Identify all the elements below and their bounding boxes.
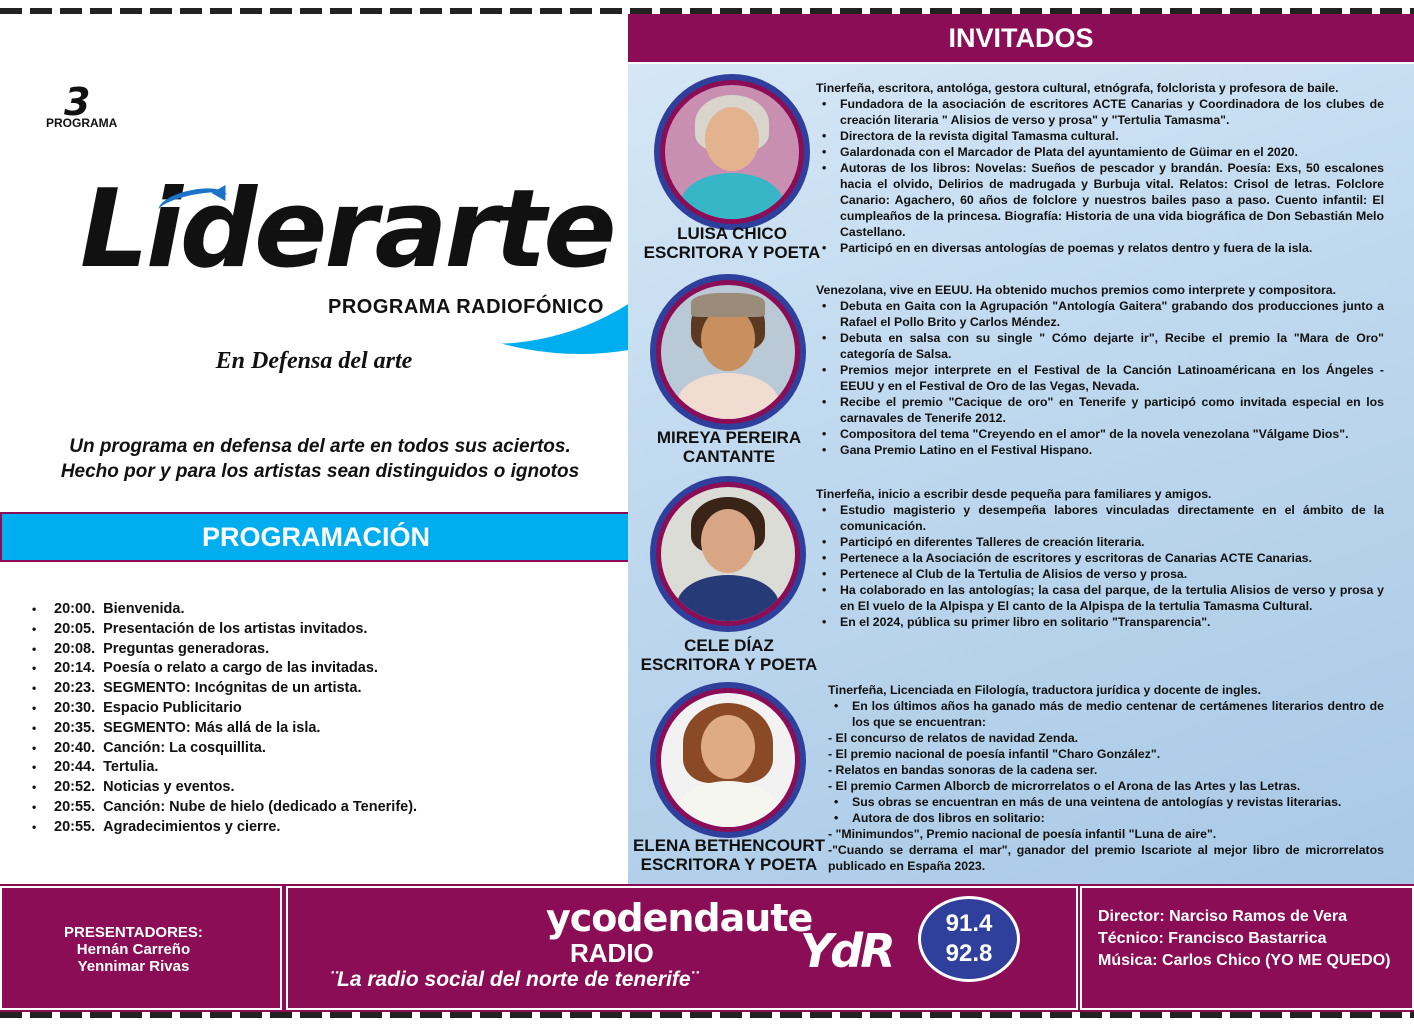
- presenter-name: Yennimar Rivas: [77, 958, 190, 975]
- schedule-title: PROGRAMACIÓN: [202, 521, 430, 552]
- guest-photo-luisa: [654, 74, 810, 230]
- schedule-text: Agradecimientos y cierre.: [103, 818, 281, 835]
- program-number: 3: [64, 80, 91, 124]
- bio-bullet: • Gana Premio Latino en el Festival Hispano.: [816, 442, 1384, 458]
- bio-dash-item: -"Cuando se derrama el mar", ganador del premio Iscariote al mejor libro de microrrelatos publicado en España 2023.: [828, 843, 1384, 873]
- schedule-time: 20:30.: [54, 699, 96, 716]
- bio-bullet: • Galardonada con el Marcador de Plata del ayuntamiento de Güimar en el 2020.: [816, 144, 1384, 160]
- schedule-item: • 20:23. SEGMENTO: Incógnitas de un artista.: [32, 679, 417, 699]
- guest-bio-cele: Tinerfeña, inicio a escribir desde pequeña para familiares y amigos. • Estudio magisterio y desempeña labores vinculadas directamente en el ámbito de la comunicación. • Participó en diferentes Talleres de creación literaria. • Pertenece a la Asociación de escritores y escritoras de Canarias ACTE Canarias. • Pertenece al Club de la Tertulia de Alisios de verso y prosa. • Ha colaborado en las antologías; la casa del parque, de la tertulia Alisios de verso y prosa y en El vuelo de la Alpispa y El canto de la Alpispa de la tertulia Tamasma Cultural. • En el 2024, pública su primer libro en solitario "Transparencia".: [816, 486, 1384, 630]
- schedule-item: • 20:55. Agradecimientos y cierre.: [32, 818, 417, 838]
- schedule-item: • 20:30. Espacio Publicitario: [32, 699, 417, 719]
- schedule-text: SEGMENTO: Más allá de la isla.: [103, 719, 321, 736]
- liderarte-logo: Liderarte: [80, 167, 614, 292]
- schedule-time: 20:08.: [54, 640, 96, 657]
- bio-bullet: • Estudio magisterio y desempeña labores vinculadas directamente en el ámbito de la comunicación.: [816, 502, 1384, 534]
- presenters: [64, 924, 203, 975]
- schedule-time: 20:55.: [54, 818, 96, 835]
- guest-bio-elena: Tinerfeña, Licenciada en Filología, traductora jurídica y docente de ingles. • En los últimos años ha ganado más de medio centenar de certámenes literarios dentro de los que se encuentran: - El concurso de relatos de navidad Zenda. - El premio nacional de poesía infantil "Charo González". - Relatos en bandas sonoras de la cadena ser. - El premio Carmen Alborcb de microrrelatos o el Arona de las Artes y las Letras. • Sus obras se encuentran en más de una veintena de antologías y revistas literarias. • Autora de dos libros en solitario: - "Minimundos", Premio nacional de poesía infantil "Luna de aire". -"Cuando se derrama el mar", ganador del premio Iscariote al mejor libro de microrrelatos publicado en España 2023.: [828, 682, 1384, 874]
- ydr-logo: YdR: [800, 924, 893, 978]
- bio-bullet: • Debuta en salsa con su single " Cómo dejarte ir", Recibe el premio la "Mara de Oro" categoría de Salsa.: [816, 330, 1384, 362]
- credits: [1098, 906, 1390, 972]
- presenters-box: [0, 886, 282, 1010]
- schedule-text: Espacio Publicitario: [103, 699, 242, 716]
- station-name: ycodendaute: [546, 896, 813, 940]
- guest-name-elena: ELENA BETHENCOURT ESCRITORA Y POETA: [632, 836, 826, 874]
- frequency-1: 91.4: [945, 910, 993, 937]
- frequency-2: 92.8: [945, 940, 993, 967]
- guest-photo-elena: [650, 682, 806, 838]
- bio-bullet: • Participó en en diversas antologías de poemas y relatos dentro y fuera de la isla.: [816, 240, 1384, 256]
- schedule-text: SEGMENTO: Incógnitas de un artista.: [103, 680, 362, 697]
- schedule-item: • 20:44. Tertulia.: [32, 758, 417, 778]
- schedule-item: • 20:40. Canción: La cosquillita.: [32, 739, 417, 759]
- station-slogan: ¨La radio social del norte de tenerife¨: [330, 968, 698, 991]
- schedule-time: 20:44.: [54, 759, 96, 776]
- bio-bullet: • Premios mejor interprete en el Festival de la Canción Latinoaméricana en los Ángeles - EEUU y en el Festival de Oro de las Vegas, Nevada.: [816, 362, 1384, 394]
- credit-technician: Técnico: Francisco Bastarrica: [1098, 930, 1327, 947]
- bio-bullet: • Compositora del tema "Creyendo en el amor" de la novela venezolana "Válgame Dios".: [816, 426, 1384, 442]
- schedule-item: • 20:52. Noticias y eventos.: [32, 778, 417, 798]
- schedule-item: • 20:08. Preguntas generadoras.: [32, 640, 417, 660]
- description-line: Hecho por y para los artistas sean distinguidos o ignotos: [60, 461, 580, 482]
- bio-bullet: • Debuta en Gaita con la Agrupación "Antología Gaitera" grabando dos producciones junto a Rafael el Pollo Brito y Carlos Méndez.: [816, 298, 1384, 330]
- bio-dash-item: - Relatos en bandas sonoras de la cadena ser.: [828, 763, 1098, 777]
- schedule-text: Noticias y eventos.: [103, 779, 235, 796]
- left-panel: [0, 14, 628, 884]
- bio-bullet: • Recibe el premio "Cacique de oro" en Tenerife y participó como invitada especial en los carnavales de Tenerife 2012.: [816, 394, 1384, 426]
- bio-dash-item: - "Minimundos", Premio nacional de poesía infantil "Luna de aire".: [828, 827, 1217, 841]
- guests-banner: [628, 14, 1414, 64]
- bio-bullet: • Fundadora de la asociación de escritores ACTE Canarias y Coordinadora de los clubes de creación literaria " Alisios de verso y prosa" y "Tertulia Tamasma".: [816, 96, 1384, 128]
- schedule-text: Canción: La cosquillita.: [103, 739, 266, 756]
- schedule-text: Poesía o relato a cargo de las invitadas.: [103, 660, 378, 677]
- schedule-list: [32, 600, 417, 838]
- schedule-time: 20:35.: [54, 719, 96, 736]
- guest-name-mireya: MIREYA PEREIRA CANTANTE: [656, 428, 802, 466]
- schedule-time: 20:52.: [54, 779, 96, 796]
- schedule-text: Bienvenida.: [103, 601, 185, 617]
- bio-bullet: • Pertenece a la Asociación de escritores y escritoras de Canarias ACTE Canarias.: [816, 550, 1384, 566]
- program-label: PROGRAMA: [46, 116, 118, 130]
- schedule-text: Presentación de los artistas invitados.: [103, 620, 368, 637]
- bio-bullet: • En los últimos años ha ganado más de medio centenar de certámenes literarios dentro de los que se encuentran:: [828, 698, 1384, 730]
- credit-music: Música: Carlos Chico (YO ME QUEDO): [1098, 952, 1391, 969]
- guest-photo-mireya: [650, 274, 806, 430]
- bio-bullet: • Participó en diferentes Talleres de creación literaria.: [816, 534, 1384, 550]
- schedule-time: 20:00.: [54, 601, 96, 617]
- schedule-banner: [0, 512, 628, 562]
- schedule-text: Preguntas generadoras.: [103, 640, 270, 657]
- tagline: En Defensa del arte: [215, 348, 413, 374]
- bio-bullet: • Sus obras se encuentran en más de una veintena de antologías y revistas literarias.: [828, 794, 1384, 810]
- schedule-item: • 20:14. Poesía o relato a cargo de las invitadas.: [32, 659, 417, 679]
- schedule-item: • 20:05. Presentación de los artistas invitados.: [32, 620, 417, 640]
- logo-subtitle: PROGRAMA RADIOFÓNICO: [328, 296, 604, 318]
- credit-director: Director: Narciso Ramos de Vera: [1098, 908, 1347, 925]
- bio-bullet: • En el 2024, pública su primer libro en solitario "Transparencia".: [816, 614, 1384, 630]
- schedule-text: Tertulia.: [103, 759, 159, 776]
- bio-bullet: • Ha colaborado en las antologías; la casa del parque, de la tertulia Alisios de verso y prosa y en El vuelo de la Alpispa y El canto de la Alpispa de la tertulia Tamasma Cultural.: [816, 582, 1384, 614]
- guest-bio-mireya: Venezolana, vive en EEUU. Ha obtenido muchos premios como interprete y compositora. • Debuta en Gaita con la Agrupación "Antología Gaitera" grabando dos producciones junto a Rafael el Pollo Brito y Carlos Méndez. • Debuta en salsa con su single " Cómo dejarte ir", Recibe el premio la "Mara de Oro" categoría de Salsa. • Premios mejor interprete en el Festival de la Canción Latinoaméricana en los Ángeles - EEUU y en el Festival de Oro de las Vegas, Nevada. • Recibe el premio "Cacique de oro" en Tenerife y participó como invitada especial en los carnavales de Tenerife 2012. • Compositora del tema "Creyendo en el amor" de la novela venezolana "Válgame Dios". • Gana Premio Latino en el Festival Hispano.: [816, 282, 1384, 458]
- guest-name-luisa: LUISA CHICO ESCRITORA Y POETA: [643, 224, 821, 262]
- description-line: Un programa en defensa del arte en todos sus aciertos.: [69, 436, 571, 457]
- schedule-time: 20:55.: [54, 798, 96, 815]
- bio-bullet: • Autora de dos libros en solitario:: [828, 810, 1384, 826]
- schedule-time: 20:05.: [54, 620, 96, 637]
- schedule-item: • 20:55. Canción: Nube de hielo (dedicado a Tenerife).: [32, 798, 417, 818]
- bio-dash-item: - El concurso de relatos de navidad Zenda.: [828, 731, 1079, 745]
- schedule-item: • 20:35. SEGMENTO: Más allá de la isla.: [32, 719, 417, 739]
- guests-title: INVITADOS: [948, 22, 1094, 53]
- guest-bio-luisa: Tinerfeña, escritora, antológa, gestora cultural, etnógrafa, folclorista y profesora de baile. • Fundadora de la asociación de escritores ACTE Canarias y Coordinadora de los clubes de creación literaria " Alisios de verso y prosa" y "Tertulia Tamasma". • Directora de la revista digital Tamasma cultural. • Galardonada con el Marcador de Plata del ayuntamiento de Güimar en el 2020. • Autoras de los libros: Novelas: Sueños de pescador y brandán. Poesía: Exs, 50 escalones hacia el olvido, Delirios de madrugada y Burbuja vital. Relatos: Crisol de letras. Folclore Canario: Agachero, 60 años de folclore y nuestros bailes paso a paso. Cuento infantil: El cumpleaños de la princesa. Biografía: Historia de una vida biográfica de Don Sebastián Melo Castellano. • Participó en en diversas antologías de poemas y relatos dentro y fuera de la isla.: [816, 80, 1384, 256]
- footer: [0, 884, 1414, 1012]
- schedule-text: Canción: Nube de hielo (dedicado a Tenerife).: [103, 798, 418, 815]
- guests-panel: [628, 14, 1414, 884]
- bio-dash-item: - El premio Carmen Alborcb de microrrelatos o el Arona de las Artes y las Letras.: [828, 779, 1301, 793]
- frequency-badge: [918, 896, 1020, 982]
- presenter-name: Hernán Carreño: [76, 941, 191, 958]
- credits-box: [1080, 886, 1414, 1010]
- guest-photo-cele: [650, 476, 806, 632]
- schedule-time: 20:14.: [54, 660, 96, 677]
- bottom-dashed-border: [0, 1012, 1414, 1018]
- schedule-time: 20:40.: [54, 739, 96, 756]
- bio-bullet: • Directora de la revista digital Tamasma cultural.: [816, 128, 1384, 144]
- guest-name-cele: CELE DÍAZ ESCRITORA Y POETA: [640, 636, 818, 674]
- program-description: [0, 434, 628, 484]
- schedule-time: 20:23.: [54, 680, 96, 697]
- station-sub: RADIO: [570, 938, 654, 968]
- schedule-item: • 20:00. Bienvenida.: [32, 600, 417, 620]
- bio-dash-item: - El premio nacional de poesía infantil "Charo González".: [828, 747, 1161, 761]
- station-box: [286, 886, 1078, 1010]
- bio-bullet: • Pertenece al Club de la Tertulia de Alisios de verso y prosa.: [816, 566, 1384, 582]
- presenters-title: PRESENTADORES:: [64, 924, 203, 941]
- bio-bullet: • Autoras de los libros: Novelas: Sueños de pescador y brandán. Poesía: Exs, 50 escalones hacia el olvido, Delirios de madrugada y Burbuja vital. Relatos: Crisol de letras. Folclore Canario: Agachero, 60 años de folclore y nuestros bailes paso a paso. Cuento infantil: El cumpleaños de la princesa. Biografía: Historia de una vida biográfica de Don Sebastián Melo Castellano.: [816, 160, 1384, 240]
